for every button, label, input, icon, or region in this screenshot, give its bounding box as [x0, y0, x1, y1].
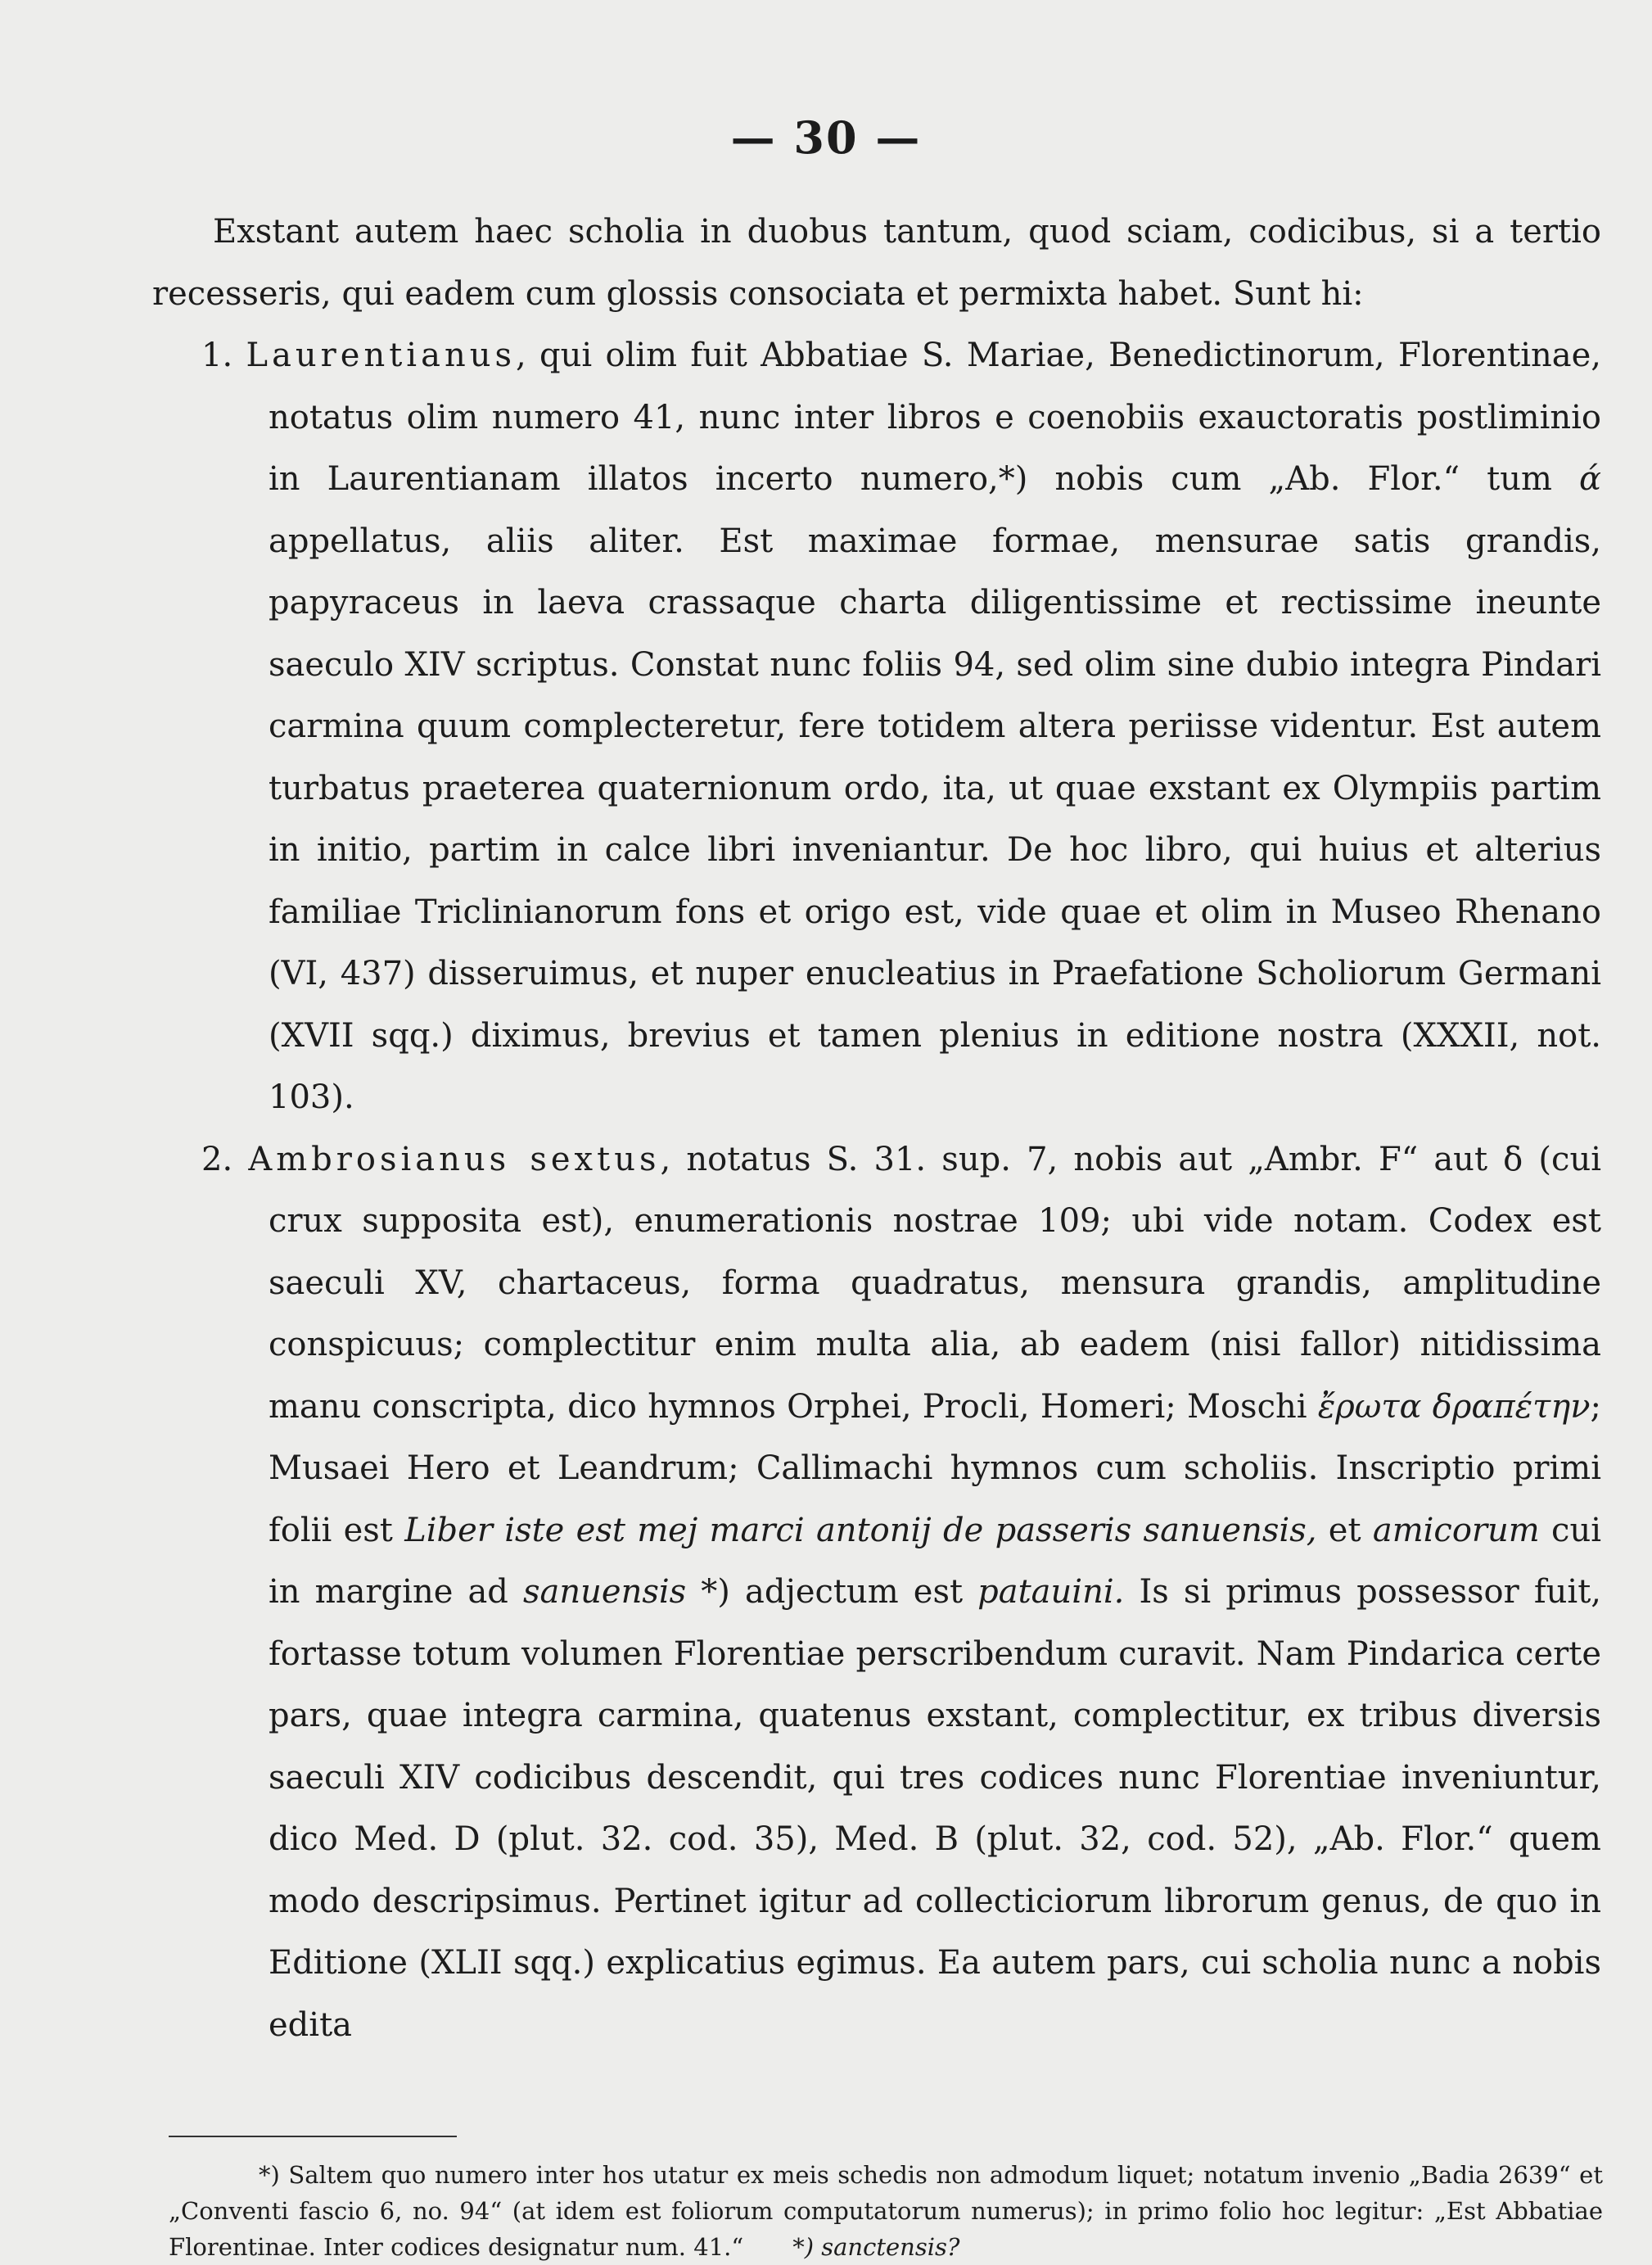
- item-text: Is si primus possessor fuit, fortasse totum volumen Florentiae perscribendum curavit. Nam Pindarica certe pars, quae integra carmina, quatenus exstant, complectitur, ex tribus diversis saeculi XIV codicibus descendit, qui tres codices nunc Florentiae inveniuntur, dico Med. D (plut. 32. cod. 35), Med. B (plut. 32, cod. 52), „Ab. Flor.“ quem modo descripsimus. Pertinet igitur ad collecticiorum librorum genus, de quo in Editione (XLII sqq.) explicatius egimus. Ea autem pars, cui scholia nunc a nobis edita: [269, 1573, 1601, 2044]
- intro-paragraph: Exstant autem haec scholia in duobus tantum, quod sciam, codicibus, si a tertio recesseris, qui eadem cum glossis consociata et permixta habet. Sunt hi:: [152, 213, 1601, 313]
- item-text: , notatus S. 31. sup. 7, nobis aut „Ambr. F“ aut δ (cui crux supposita est), enumerationis nostrae 109; ubi vide notam. Codex est saeculi XV, chartaceus, forma quadratus, mensura grandis, amplitudine conspicuus; complectitur enim multa alia, ab eadem (nisi fallor) nitidissima manu conscripta, dico hymnos Orphei, Procli, Homeri; Moschi: [269, 1140, 1601, 1426]
- inscription: Liber iste est mej marci antonij de passeris sanuensis,: [404, 1511, 1317, 1549]
- body-text: [152, 201, 1601, 2056]
- codex-name: Laurentianus: [246, 337, 516, 374]
- footnote-text: *) Saltem quo numero inter hos utatur ex meis schedis non admodum liquet; notatum invenio „Badia 2639“ et „Conventi fascio 6, no. 94“ (at idem est foliorum computatorum numerus); in primo folio hoc legitur: „Est Abbatiae Florentinae. Inter codices designatur num. 41.“: [169, 2161, 1603, 2261]
- inscription-word: amicorum: [1372, 1511, 1540, 1549]
- footnote-divider: [169, 2136, 457, 2137]
- item-text: appellatus, aliis aliter. Est maximae formae, mensurae satis grandis, papyraceus in laeva crassaque charta diligentissime et rectissime ineunte saeculo XIV scriptus. Constat nunc foliis 94, sed olim sine dubio integra Pindari carmina quum complecteretur, fere totidem altera periisse videntur. Est autem turbatus praeterea quaternionum ordo, ita, ut quae exstant ex Olympiis partim in initio, partim in calce libri inveniantur. De hoc libro, qui huius et alterius familiae Triclinianorum fons et origo est, vide quae et olim in Museo Rhenano (VI, 437) disseruimus, et nuper enucleatius in Praefatione Scholiorum Germani (XVII sqq.) diximus, brevius et tamen plenius in editione nostra (XXXII, not. 103).: [269, 522, 1601, 1116]
- item-text: et: [1328, 1511, 1361, 1549]
- item-text: , qui olim fuit Abbatiae S. Mariae, Benedictinorum, Florentinae, notatus olim numero 41, nunc inter libros e coenobiis exauctoratis postliminio in Laurentianam illatos incerto numero,*) nobis cum „Ab. Flor.“ tum: [269, 337, 1602, 498]
- inscription-word: patauini.: [977, 1573, 1125, 1611]
- siglum: ά: [1578, 460, 1601, 498]
- page-number: — 30 —: [730, 111, 922, 164]
- item-text: ; Musaei Hero et Leandrum; Callimachi hymnos cum scholiis. Inscriptio primi folii est: [269, 1387, 1601, 1549]
- footnote-note: *) sanctensis?: [792, 2233, 960, 2261]
- list-item-laurentianus: [152, 325, 1601, 1129]
- item-text: *) adjectum est: [701, 1573, 964, 1611]
- list-item-ambrosianus: [152, 1129, 1601, 2057]
- item-text: cui in margine ad: [269, 1511, 1602, 1611]
- item-number: 2.: [201, 1140, 233, 1178]
- greek-title: ἔρωτα δραπέτην: [1317, 1387, 1591, 1426]
- item-number: 1.: [201, 337, 233, 374]
- margin-note: sanuensis: [523, 1573, 687, 1611]
- footnote: [169, 2157, 1603, 2265]
- codex-name: Ambrosianus sextus: [248, 1140, 661, 1178]
